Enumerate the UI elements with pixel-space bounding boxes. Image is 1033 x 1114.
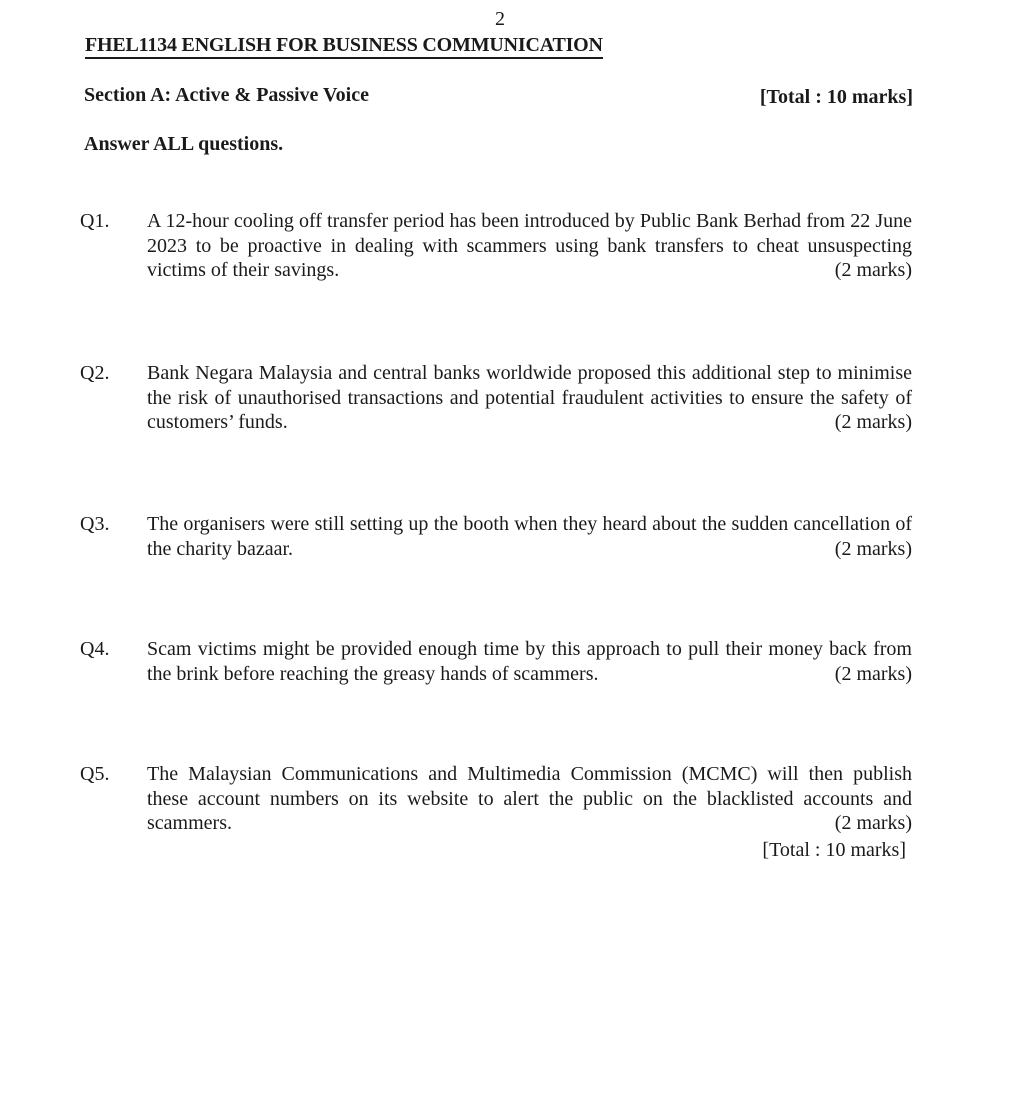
- question-marks: (2 marks): [834, 662, 912, 685]
- question-text: Scam victims might be provided enough time by this approach to pull their money back from the brink before reaching the greasy hands of scammers.: [147, 638, 912, 685]
- question-3: [80, 512, 912, 561]
- question-1: [80, 209, 912, 283]
- section-total-marks: [Total : 10 marks]: [759, 86, 913, 108]
- question-number: Q1.: [80, 210, 110, 232]
- section-heading: Section A: Active & Passive Voice: [84, 84, 369, 106]
- question-marks: (2 marks): [834, 537, 912, 560]
- page-number: 2: [495, 8, 505, 30]
- grand-total-marks: [Total : 10 marks]: [762, 839, 906, 861]
- question-text: A 12-hour cooling off transfer period has been introduced by Public Bank Berhad from 22 June 2023 to be proactive in dealing with scammers using bank transfers to cheat unsuspecting victims of their savings.: [147, 210, 912, 281]
- question-number: Q4.: [80, 638, 110, 660]
- question-marks: (2 marks): [834, 812, 912, 834]
- question-text: The Malaysian Communications and Multimedia Commission (MCMC) will then publish these account numbers on its website to alert the public on the blacklisted accounts and scammers.: [147, 763, 912, 834]
- question-4: [80, 637, 912, 686]
- question-text: Bank Negara Malaysia and central banks worldwide proposed this additional step to minimise the risk of unauthorised transactions and potential fraudulent activities to ensure the safety of customers’ funds.: [147, 362, 912, 433]
- question-marks: (2 marks): [834, 259, 912, 281]
- question-number: Q5.: [80, 763, 110, 785]
- question-number: Q3.: [80, 513, 110, 535]
- course-title: FHEL1134 ENGLISH FOR BUSINESS COMMUNICATION: [85, 33, 603, 59]
- question-2: [80, 361, 912, 435]
- instruction-text: Answer ALL questions.: [84, 133, 284, 155]
- question-number: Q2.: [80, 362, 110, 384]
- question-5: [80, 762, 912, 836]
- question-marks: (2 marks): [834, 411, 912, 433]
- question-text: The organisers were still setting up the booth when they heard about the sudden cancellation of the charity bazaar.: [147, 513, 912, 560]
